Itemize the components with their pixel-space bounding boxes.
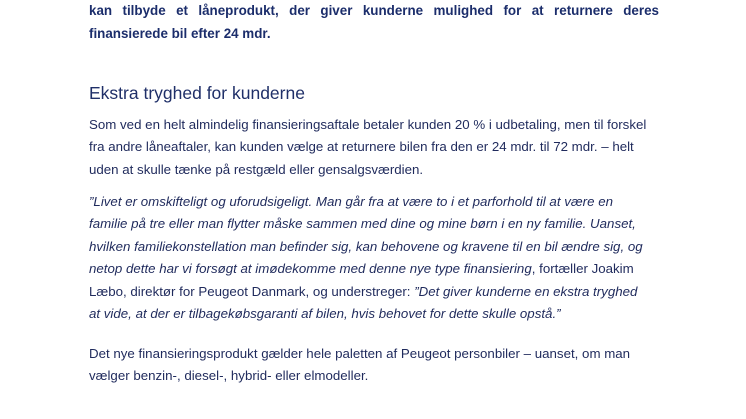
- paragraph-line: vælger benzin-, diesel-, hybrid- eller elmodeller.: [89, 368, 369, 384]
- lead-line: finansierede bil efter 24 mdr.: [89, 26, 271, 41]
- quote-line: [89, 258, 669, 280]
- quote-line: hvilken familiekonstellation man befinder sig, kan behovene og kravene til en bil ændre sig, og: [89, 238, 643, 254]
- quote-italic-text: ”Det giver kunderne en ekstra tryghed: [414, 283, 638, 299]
- quote-italic-text: netop dette har vi forsøgt at imødekomme med denne nye type finansiering: [89, 261, 532, 277]
- quote-line: ”Livet er omskifteligt og uforudsigeligt. Man går fra at være to i et parforhold til at være en: [89, 194, 613, 209]
- paragraph-line: uden at skulle tænke på restgæld eller gensalgsværdien.: [89, 161, 424, 177]
- body-paragraph-closing: [89, 343, 669, 388]
- lead-paragraph: [89, 0, 659, 45]
- quote-paragraph: [89, 191, 669, 325]
- paragraph-line: fra andre låneaftaler, kan kunden vælge at returnere bilen fra den er 24 mdr. til 72 mdr. – helt: [89, 139, 634, 155]
- attribution-text: , fortæller Joakim: [531, 261, 634, 277]
- section-heading: Ekstra tryghed for kunderne: [89, 83, 305, 103]
- body-paragraph-intro: [89, 114, 669, 181]
- paragraph-line: Det nye finansieringsprodukt gælder hele paletten af Peugeot personbiler – uanset, om man: [89, 346, 631, 361]
- quote-line: [89, 281, 669, 303]
- quote-line: familie på tre eller man flytter måske sammen med dine og mine børn i en ny familie. Uanset,: [89, 216, 636, 232]
- attribution-text: Læbo, direktør for Peugeot Danmark, og understreger:: [89, 283, 415, 299]
- lead-line: kan tilbyde et låneprodukt, der giver kunderne mulighed for at returnere deres: [89, 3, 659, 18]
- paragraph-line: Som ved en helt almindelig finansieringsaftale betaler kunden 20 % i udbetaling, men til forskel: [89, 117, 647, 132]
- quote-line: at vide, at der er tilbagekøbsgaranti af bilen, hvis behovet for dette skulle opstå.”: [89, 306, 561, 322]
